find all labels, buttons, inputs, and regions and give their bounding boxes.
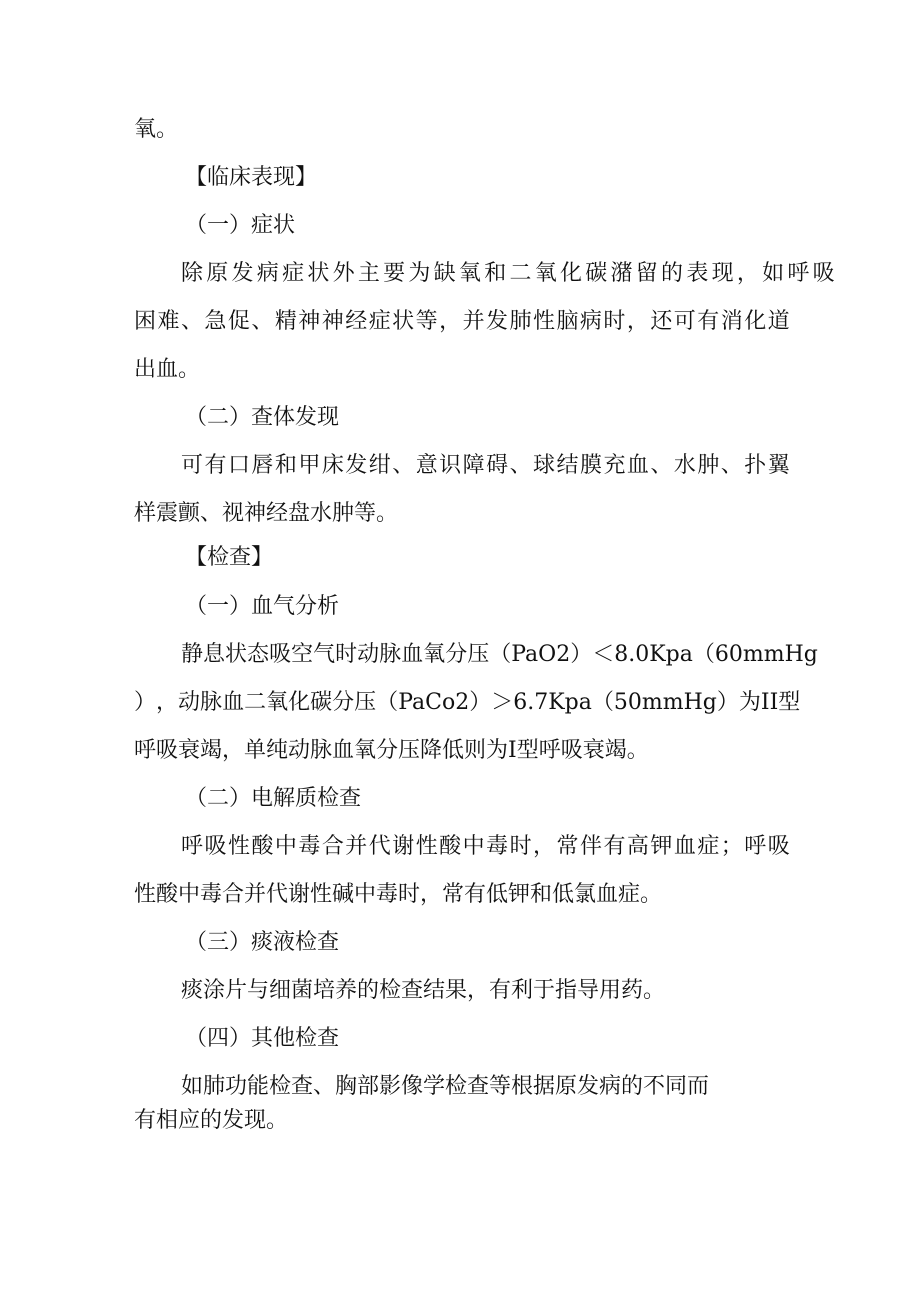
glyph: 代 (368, 834, 391, 859)
subheading-symptoms: （一）症状 (185, 213, 296, 238)
glyph: 、 (251, 309, 274, 334)
glyph: ， (439, 309, 462, 334)
paragraph-line: 有相应的发现。 (134, 1108, 289, 1133)
paragraph-line (181, 832, 790, 862)
glyph: 6.7Kpa (513, 690, 592, 715)
glyph: 球 (533, 453, 556, 478)
paragraph-line: 性酸中毒合并代谢性碱中毒时，常有低钾和低氯血症。 (134, 882, 663, 907)
glyph: （ (376, 690, 399, 715)
glyph: 血 (401, 642, 424, 667)
glyph: 时 (603, 309, 626, 334)
glyph: 化 (744, 309, 767, 334)
glyph: 血 (626, 453, 649, 478)
glyph: 促 (227, 309, 250, 334)
glyph: 留 (635, 261, 658, 286)
glyph: 困 (134, 309, 157, 334)
glyph: 化 (288, 690, 311, 715)
glyph: 潴 (610, 261, 633, 286)
glyph: 压 (354, 690, 377, 715)
glyph: 病 (579, 309, 602, 334)
glyph: 发 (231, 261, 254, 286)
glyph: 、 (509, 453, 532, 478)
glyph: 二 (509, 261, 532, 286)
glyph: 吸 (812, 261, 835, 286)
glyph: 如 (762, 261, 785, 286)
glyph: II (760, 690, 779, 715)
glyph: 可 (181, 453, 204, 478)
glyph: 并 (462, 309, 485, 334)
glyph: ； (720, 834, 743, 859)
glyph: 、 (180, 309, 203, 334)
glyph: 50mmHg (613, 690, 717, 715)
glyph: ， (626, 309, 649, 334)
glyph: 可 (673, 309, 696, 334)
paragraph-line: 如肺功能检查、胸部影像学检查等根据原发病的不同而 (181, 1074, 710, 1099)
glyph: PaCo2 (398, 690, 470, 715)
glyph: 钾 (650, 834, 673, 859)
glyph: 表 (686, 261, 709, 286)
glyph: 有 (204, 453, 227, 478)
glyph: 脉 (379, 642, 402, 667)
glyph: 意 (415, 453, 438, 478)
paragraph-line: 呼吸衰竭，单纯动脉血氧分压降低则为Ⅰ型呼吸衰竭。 (134, 738, 649, 763)
subheading-physical-findings: （二）查体发现 (185, 405, 340, 430)
glyph: 血 (222, 690, 245, 715)
glyph: 绀 (368, 453, 391, 478)
glyph: 吸 (767, 834, 790, 859)
glyph: 肿 (697, 453, 720, 478)
glyph: 毒 (486, 834, 509, 859)
glyph: ） (716, 690, 739, 715)
glyph: 中 (462, 834, 485, 859)
glyph: 原 (206, 261, 229, 286)
glyph: 缺 (433, 261, 456, 286)
glyph: 床 (321, 453, 344, 478)
glyph: 膜 (579, 453, 602, 478)
glyph: 还 (650, 309, 673, 334)
glyph: 息 (203, 642, 226, 667)
glyph: 毒 (298, 834, 321, 859)
glyph: ＜ (592, 642, 615, 667)
glyph: 氧 (423, 642, 446, 667)
glyph: 现 (711, 261, 734, 286)
glyph: 时 (509, 834, 532, 859)
glyph: 动 (178, 690, 201, 715)
glyph: 主 (357, 261, 380, 286)
glyph: 化 (559, 261, 582, 286)
glyph: 发 (486, 309, 509, 334)
glyph: 神 (321, 309, 344, 334)
glyph: 性 (532, 309, 555, 334)
continuation-text: 氧。 (134, 117, 179, 142)
glyph: 分 (332, 690, 355, 715)
paragraph-line: 出血。 (134, 357, 201, 382)
paragraph-line: 痰涂片与细菌培养的检查结果，有利于指导用药。 (181, 978, 666, 1003)
glyph: 唇 (251, 453, 274, 478)
glyph: 态 (247, 642, 270, 667)
glyph: 血 (673, 834, 696, 859)
subheading-electrolyte: （二）电解质检查 (185, 786, 362, 811)
glyph: 有 (697, 309, 720, 334)
glyph: 酸 (439, 834, 462, 859)
glyph: 经 (345, 309, 368, 334)
paragraph-line (134, 688, 801, 718)
glyph: PaO2 (511, 642, 571, 667)
glyph: ） (469, 690, 492, 715)
glyph: 高 (626, 834, 649, 859)
glyph: 脉 (200, 690, 223, 715)
glyph: ， (736, 261, 759, 286)
glyph: 充 (603, 453, 626, 478)
glyph: 障 (462, 453, 485, 478)
glyph: 伴 (579, 834, 602, 859)
glyph: 外 (332, 261, 355, 286)
glyph: 中 (274, 834, 297, 859)
glyph: 为 (408, 261, 431, 286)
glyph: 呼 (181, 834, 204, 859)
glyph: 和 (274, 453, 297, 478)
glyph: 发 (345, 453, 368, 478)
glyph: （ (692, 642, 715, 667)
glyph: 症 (368, 309, 391, 334)
paragraph-line (181, 259, 835, 289)
glyph: ＞ (491, 690, 514, 715)
glyph: 除 (181, 261, 204, 286)
glyph: （ (591, 690, 614, 715)
section-heading-clinical: 【临床表现】 (185, 165, 318, 190)
glyph: 常 (556, 834, 579, 859)
subheading-blood-gas: （一）血气分析 (185, 594, 340, 619)
glyph: 空 (291, 642, 314, 667)
glyph: 、 (720, 453, 743, 478)
glyph: 碳 (310, 690, 333, 715)
glyph: 结 (556, 453, 579, 478)
glyph: 有 (603, 834, 626, 859)
glyph: 碳 (585, 261, 608, 286)
glyph: 状 (225, 642, 248, 667)
glyph: 氧 (534, 261, 557, 286)
subheading-other-exam: （四）其他检查 (185, 1026, 340, 1051)
paragraph-line (181, 451, 790, 481)
glyph: 气 (313, 642, 336, 667)
glyph: 口 (227, 453, 250, 478)
glyph: 状 (392, 309, 415, 334)
glyph: 氧 (458, 261, 481, 286)
glyph: 性 (227, 834, 250, 859)
glyph: 时 (335, 642, 358, 667)
glyph: 并 (345, 834, 368, 859)
glyph: 肺 (509, 309, 532, 334)
glyph: 8.0Kpa (614, 642, 693, 667)
glyph: 病 (256, 261, 279, 286)
glyph: 状 (307, 261, 330, 286)
glyph: 精 (274, 309, 297, 334)
glyph: 压 (467, 642, 490, 667)
glyph: 急 (204, 309, 227, 334)
glyph: 等 (415, 309, 438, 334)
paragraph-line (134, 307, 790, 337)
glyph: 神 (298, 309, 321, 334)
glyph: 呼 (744, 834, 767, 859)
glyph: 扑 (744, 453, 767, 478)
glyph: （ (489, 642, 512, 667)
glyph: 谢 (392, 834, 415, 859)
glyph: 道 (767, 309, 790, 334)
glyph: 吸 (204, 834, 227, 859)
glyph: 酸 (251, 834, 274, 859)
glyph: 难 (157, 309, 180, 334)
glyph: 分 (445, 642, 468, 667)
glyph: 消 (720, 309, 743, 334)
glyph: 、 (650, 453, 673, 478)
glyph: ） (134, 690, 157, 715)
glyph: 的 (661, 261, 684, 286)
glyph: ， (156, 690, 179, 715)
glyph: 氧 (266, 690, 289, 715)
glyph: 识 (439, 453, 462, 478)
glyph: 合 (321, 834, 344, 859)
glyph: 型 (778, 690, 801, 715)
glyph: 症 (697, 834, 720, 859)
glyph: 二 (244, 690, 267, 715)
glyph: 为 (738, 690, 761, 715)
glyph: ， (533, 834, 556, 859)
glyph: 碍 (486, 453, 509, 478)
glyph: 脑 (556, 309, 579, 334)
glyph: 60mmHg (714, 642, 818, 667)
glyph: 吸 (269, 642, 292, 667)
subheading-sputum: （三）痰液检查 (185, 930, 340, 955)
glyph: 症 (282, 261, 305, 286)
glyph: 静 (181, 642, 204, 667)
glyph: 和 (484, 261, 507, 286)
paragraph-line (181, 640, 818, 670)
glyph: 动 (357, 642, 380, 667)
glyph: 水 (673, 453, 696, 478)
glyph: ） (570, 642, 593, 667)
glyph: 性 (415, 834, 438, 859)
section-heading-exam: 【检查】 (185, 545, 274, 570)
glyph: 甲 (298, 453, 321, 478)
glyph: 、 (392, 453, 415, 478)
glyph: 要 (383, 261, 406, 286)
glyph: 呼 (787, 261, 810, 286)
glyph: 翼 (767, 453, 790, 478)
paragraph-line: 样震颤、视神经盘水肿等。 (134, 501, 399, 526)
